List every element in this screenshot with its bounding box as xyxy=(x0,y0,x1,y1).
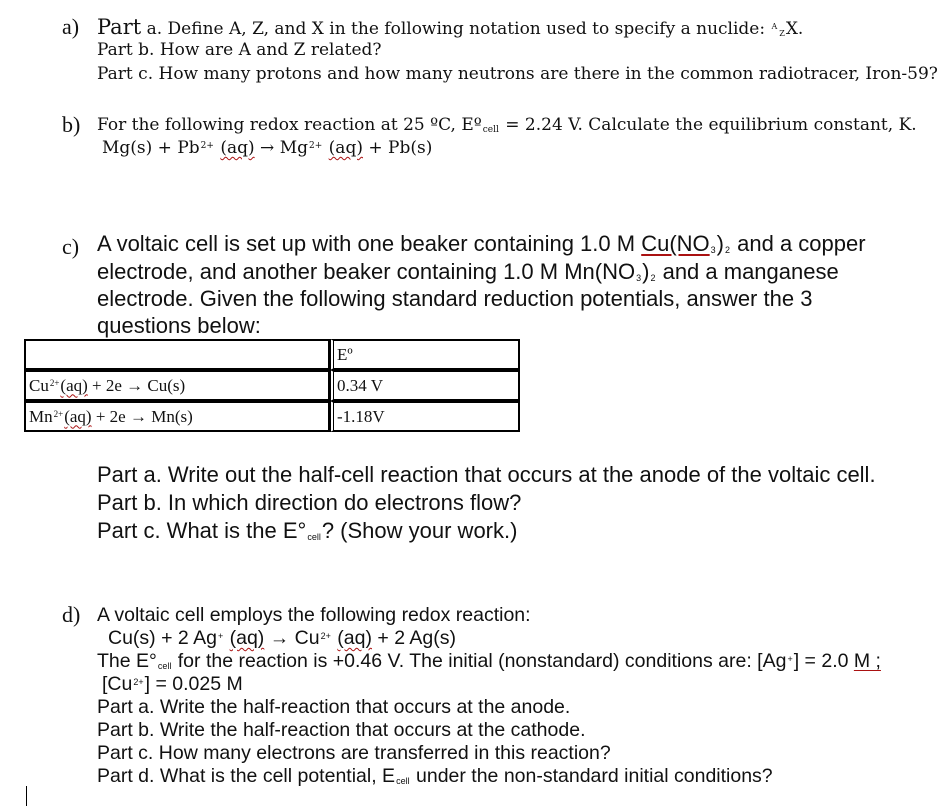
text: ) xyxy=(716,231,724,256)
text: ] = 2.0 xyxy=(793,650,849,672)
question-c-part-c xyxy=(97,518,517,544)
text: under the non-standard initial conditions? xyxy=(416,765,773,787)
text: for the reaction is +0.46 V. The initial (nonstandard) conditions are: [Ag xyxy=(177,650,787,672)
cell-subscript: cell xyxy=(396,776,410,786)
question-c-part-b: Part b. In which direction do electrons flow? xyxy=(97,490,522,515)
text: A voltaic cell is set up with one beaker containing 1.0 M xyxy=(97,231,636,256)
question-b-line1 xyxy=(97,115,917,135)
question-d-copper-conc xyxy=(102,673,243,696)
question-b-equation xyxy=(102,138,432,158)
question-a-marker: a) xyxy=(62,14,80,39)
table-cell xyxy=(24,401,330,432)
question-c-line4: questions below: xyxy=(97,313,261,338)
question-c-line2 xyxy=(97,259,839,285)
text: [Cu xyxy=(102,673,133,695)
subscript: 3 xyxy=(710,245,716,255)
equation-state: (aq) xyxy=(229,627,265,649)
text: Part c. What is the E° xyxy=(97,518,307,543)
subscript: 2 xyxy=(650,273,656,283)
equation-term: Cu(s) + 2 Ag xyxy=(108,627,217,649)
question-c-line3: electrode. Given the following standard reduction potentials, answer the 3 xyxy=(97,286,813,311)
charge-superscript: 2+ xyxy=(53,408,64,419)
text: + 2e → Mn(s) xyxy=(95,406,193,426)
question-d-line1: A voltaic cell employs the following redox reaction: xyxy=(97,604,531,626)
text: and a copper xyxy=(737,231,866,256)
cell-subscript: cell xyxy=(307,532,321,542)
question-b-text-pre: For the following redox reaction at 25 ºC, Eº xyxy=(97,115,482,135)
question-b-text-post: = 2.24 V. Calculate the equilibrium constant, K. xyxy=(505,115,917,135)
part-word: Part xyxy=(97,15,142,39)
equation-term: Mg(s) + Pb xyxy=(102,138,200,158)
subscript: 2 xyxy=(725,245,731,255)
question-c-part-a: Part a. Write out the half-cell reaction that occurs at the anode of the voltaic cell. xyxy=(97,462,876,487)
charge-superscript: 2+ xyxy=(320,631,331,641)
text: The E° xyxy=(97,650,157,672)
charge-superscript: + xyxy=(217,631,224,641)
reduction-potentials-table xyxy=(24,339,520,432)
text: M ; xyxy=(853,650,881,672)
equation-state: (aq) xyxy=(328,138,363,158)
text: electrode, and another beaker containing 1.0 M Mn(NO xyxy=(97,259,636,284)
table-row xyxy=(24,401,520,432)
question-a-line1 xyxy=(97,15,803,39)
charge-superscript: 2+ xyxy=(308,141,323,151)
equation-state: (aq) xyxy=(220,138,255,158)
question-d-part-d xyxy=(97,765,773,788)
table-header-cell: Eº xyxy=(330,339,520,370)
equation-state: (aq) xyxy=(60,375,88,395)
table-cell xyxy=(24,370,330,401)
charge-superscript: 2+ xyxy=(49,377,60,388)
text: ? (Show your work.) xyxy=(321,518,518,543)
cell-subscript: cell xyxy=(482,125,499,135)
question-c-line1 xyxy=(97,231,866,257)
question-d-part-a: Part a. Write the half-reaction that occurs at the anode. xyxy=(97,696,571,718)
question-a-part-c: Part c. How many protons and how many neutrons are there in the common radiotracer, Iron-59? xyxy=(97,64,938,84)
text: + 2e → Cu(s) xyxy=(92,375,186,395)
table-header-cell xyxy=(24,339,330,370)
notation-atomic-number: Z xyxy=(779,29,785,38)
charge-superscript: 2+ xyxy=(133,677,144,687)
question-d-part-b: Part b. Write the half-reaction that occurs at the cathode. xyxy=(97,719,586,741)
question-a-line1-text: a. Define A, Z, and X in the following notation used to specify a nuclide: xyxy=(146,19,766,39)
text: ] = 0.025 M xyxy=(144,673,243,695)
notation-element: X. xyxy=(785,19,804,39)
equation-term: + Pb(s) xyxy=(368,138,433,158)
text: ) xyxy=(642,259,650,284)
text: Cu xyxy=(29,375,49,395)
equation-state: (aq) xyxy=(64,406,92,426)
question-d-conditions xyxy=(97,650,881,673)
question-b-marker: b) xyxy=(62,112,81,137)
table-cell: -1.18V xyxy=(330,401,520,432)
cell-subscript: cell xyxy=(157,661,172,671)
table-cell: 0.34 V xyxy=(330,370,520,401)
table-row xyxy=(24,339,520,370)
text: and a manganese xyxy=(662,259,839,284)
subscript: 3 xyxy=(636,273,642,283)
charge-superscript: + xyxy=(787,654,793,664)
equation-term: → Mg xyxy=(260,138,308,158)
question-d-part-c: Part c. How many electrons are transferred in this reaction? xyxy=(97,742,611,764)
equation-term: → Cu xyxy=(269,627,320,649)
text: Part d. What is the cell potential, E xyxy=(97,765,396,787)
text: Mn xyxy=(29,406,53,426)
table-row xyxy=(24,370,520,401)
notation-mass-number: A xyxy=(771,22,778,31)
text: Cu(NO xyxy=(641,231,710,256)
charge-superscript: 2+ xyxy=(200,141,214,151)
question-c-marker: c) xyxy=(62,234,80,259)
question-d-equation xyxy=(108,627,456,650)
equation-term: + 2 Ag(s) xyxy=(377,627,456,649)
text-cursor xyxy=(26,786,27,806)
equation-state: (aq) xyxy=(337,627,372,649)
question-d-marker: d) xyxy=(62,602,81,627)
question-a-part-b: Part b. How are A and Z related? xyxy=(97,40,382,60)
